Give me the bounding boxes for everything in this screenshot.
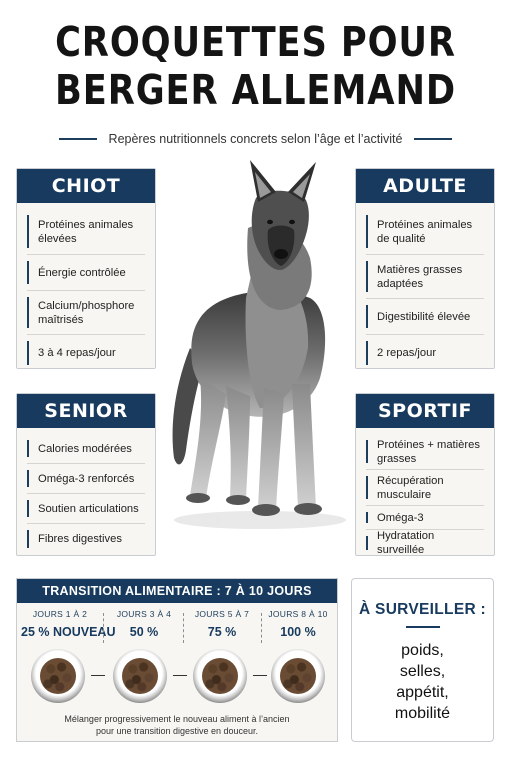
list-item: Hydratation surveillée bbox=[366, 530, 484, 556]
card-senior-list bbox=[17, 428, 155, 554]
dog-icon bbox=[160, 158, 352, 538]
watch-item: appétit, bbox=[396, 684, 449, 701]
bowl-connector bbox=[173, 675, 187, 676]
card-sportif-list bbox=[356, 428, 494, 556]
card-sportif-title: SPORTIF bbox=[356, 394, 494, 428]
card-adulte-title: ADULTE bbox=[356, 169, 494, 203]
card-senior bbox=[16, 393, 156, 556]
list-item: 3 à 4 repas/jour bbox=[27, 335, 145, 371]
card-adulte-list bbox=[356, 203, 494, 371]
card-chiot-list bbox=[17, 203, 155, 371]
watch-title: À SURVEILLER : bbox=[358, 601, 487, 618]
stage-3 bbox=[183, 609, 261, 639]
card-adulte bbox=[355, 168, 495, 369]
subtitle-row bbox=[0, 128, 511, 150]
watch-panel bbox=[351, 578, 494, 742]
bowl-connector bbox=[253, 675, 267, 676]
stage-days: JOURS 5 À 7 bbox=[194, 609, 250, 619]
stage-days: JOURS 1 À 2 bbox=[32, 609, 88, 619]
card-chiot bbox=[16, 168, 156, 369]
kibble-bowl-icon bbox=[271, 649, 325, 703]
list-item: Énergie contrôlée bbox=[27, 255, 145, 291]
stage-percent: 25 % NOUVEAU bbox=[21, 625, 116, 639]
list-item: Récupération musculaire bbox=[366, 470, 484, 506]
list-item: Soutien articulations bbox=[27, 494, 145, 524]
stage-percent: 75 % bbox=[207, 625, 237, 639]
title-line-1: CROQUETTES POUR bbox=[55, 18, 456, 66]
subtitle: Repères nutritionnels concrets selon l’âge et l’activité bbox=[108, 132, 403, 146]
german-shepherd-illustration bbox=[160, 158, 352, 538]
card-chiot-title: CHIOT bbox=[17, 169, 155, 203]
stage-separator bbox=[103, 613, 104, 643]
card-senior-title: SENIOR bbox=[17, 394, 155, 428]
list-item: Protéines animales de qualité bbox=[366, 209, 484, 255]
stage-percent: 100 % bbox=[280, 625, 316, 639]
kibble-bowl-icon bbox=[193, 649, 247, 703]
watch-item: selles, bbox=[399, 663, 446, 680]
card-sportif bbox=[355, 393, 495, 556]
list-item: Calories modérées bbox=[27, 434, 145, 464]
kibble-bowl-icon bbox=[31, 649, 85, 703]
stage-days: JOURS 8 À 10 bbox=[268, 609, 328, 619]
title-line-2: BERGER ALLEMAND bbox=[55, 66, 456, 114]
watch-item: mobilité bbox=[394, 705, 451, 722]
list-item: Oméga-3 bbox=[366, 506, 484, 530]
list-item: Protéines animales élevées bbox=[27, 209, 145, 255]
subtitle-rule-right bbox=[414, 138, 452, 140]
list-item: 2 repas/jour bbox=[366, 335, 484, 371]
subtitle-rule-left bbox=[59, 138, 97, 140]
list-item: Calcium/phosphore maîtrisés bbox=[27, 291, 145, 335]
stage-1 bbox=[21, 609, 116, 639]
kibble-bowl-icon bbox=[113, 649, 167, 703]
page-title bbox=[36, 18, 475, 114]
list-item: Digestibilité élevée bbox=[366, 299, 484, 335]
transition-note-line-1: Mélanger progressivement le nouveau aliment à l’ancien bbox=[64, 714, 290, 724]
stage-2 bbox=[105, 609, 183, 639]
stage-days: JOURS 3 À 4 bbox=[116, 609, 172, 619]
list-item: Matières grasses adaptées bbox=[366, 255, 484, 299]
list-item: Protéines + matières grasses bbox=[366, 434, 484, 470]
watch-rule bbox=[406, 626, 440, 628]
stage-percent: 50 % bbox=[129, 625, 159, 639]
list-item: Fibres digestives bbox=[27, 524, 145, 554]
list-item: Oméga-3 renforcés bbox=[27, 464, 145, 494]
transition-title: TRANSITION ALIMENTAIRE : 7 À 10 JOURS bbox=[17, 579, 337, 603]
transition-panel bbox=[16, 578, 338, 742]
bowl-connector bbox=[91, 675, 105, 676]
transition-note-line-2: pour une transition digestive en douceur. bbox=[95, 726, 259, 736]
transition-note bbox=[17, 713, 337, 737]
watch-item: poids, bbox=[401, 642, 444, 659]
stage-4 bbox=[259, 609, 337, 639]
